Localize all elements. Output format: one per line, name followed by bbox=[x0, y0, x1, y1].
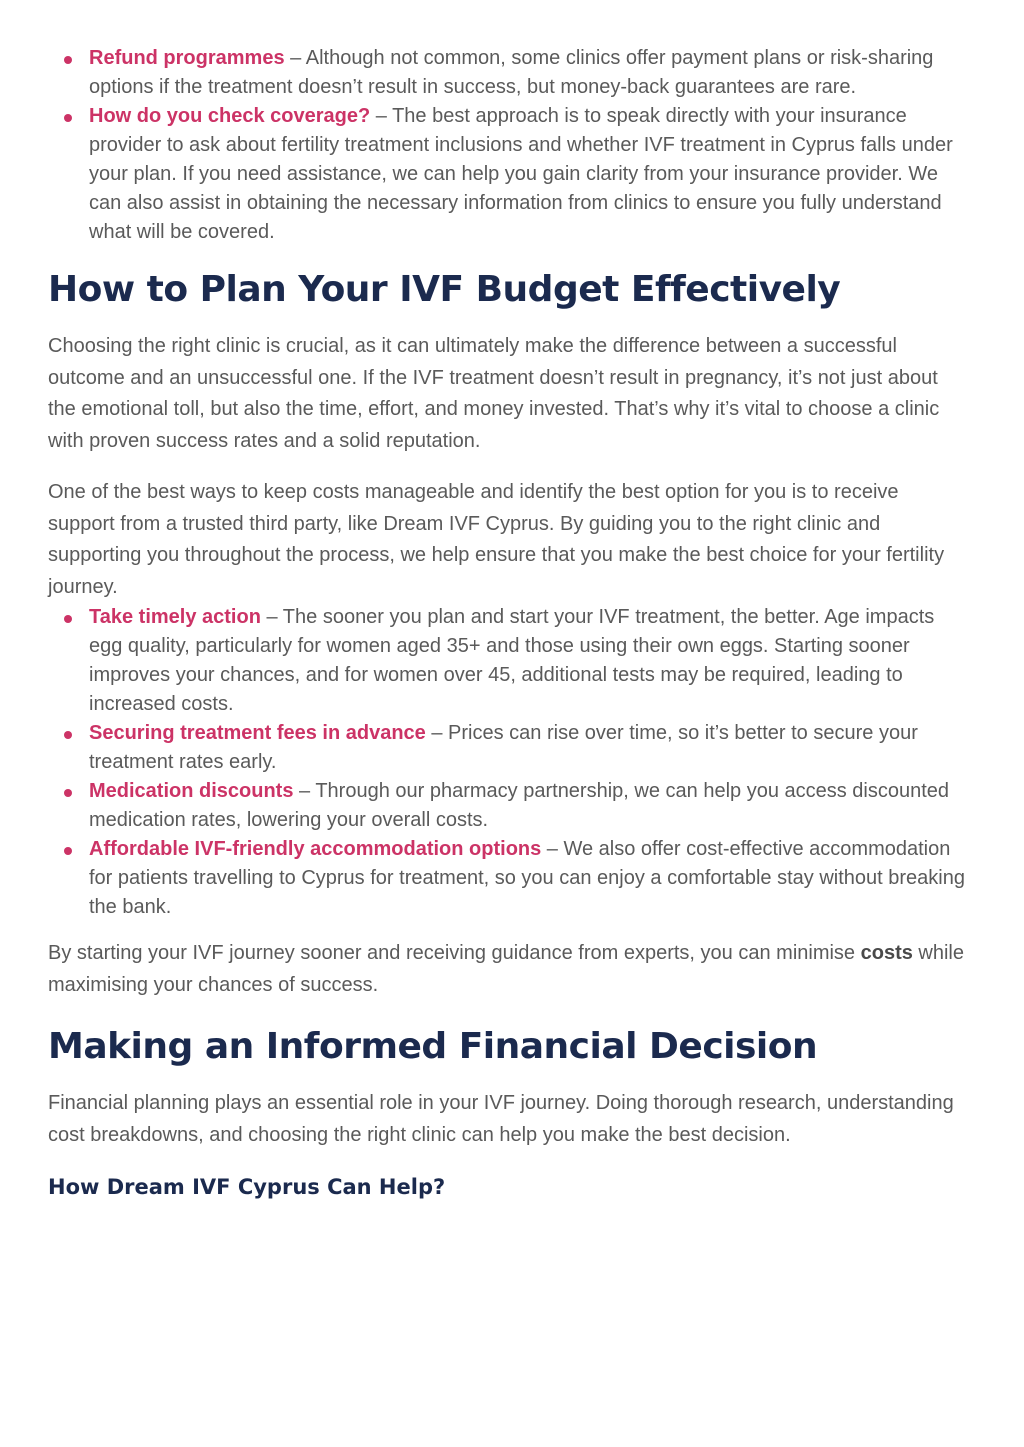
budget-tips-list bbox=[48, 603, 968, 922]
list-item-text: – Prices can rise over time, so it’s better to secure your treatment rates early. bbox=[89, 722, 918, 773]
list-item-lead: Affordable IVF-friendly accommodation options bbox=[89, 838, 542, 860]
budget-summary-paragraph bbox=[48, 938, 968, 1001]
list-item-text: – The best approach is to speak directly with your insurance provider to ask about fertility treatment inclusions and whether IVF treatment in Cyprus falls under your plan. If you need assistance, we can help you gain clarity from your insurance provider. We can also assist in obtaining the necessary information from clinics to ensure you fully understand what will be covered. bbox=[89, 105, 953, 243]
help-subheading: How Dream IVF Cyprus Can Help? bbox=[48, 1175, 446, 1199]
list-item bbox=[89, 44, 968, 102]
decision-paragraph: Financial planning plays an essential role in your IVF journey. Doing thorough research, understanding cost breakdowns, and choosing the right clinic can help you make the best decision. bbox=[48, 1092, 954, 1146]
list-item bbox=[89, 719, 968, 777]
article-page bbox=[48, 44, 968, 1201]
list-item bbox=[89, 603, 968, 719]
list-item bbox=[89, 777, 968, 835]
list-item-text: – We also offer cost-effective accommodation for patients travelling to Cyprus for treatment, so you can enjoy a comfortable stay without breaking the bank. bbox=[89, 838, 965, 918]
coverage-list bbox=[48, 44, 968, 247]
list-item bbox=[89, 102, 968, 247]
list-item-lead: Medication discounts bbox=[89, 780, 294, 802]
decision-heading: Making an Informed Financial Decision bbox=[48, 1026, 818, 1067]
list-item-lead: How do you check coverage? bbox=[89, 105, 371, 127]
list-item-text: – The sooner you plan and start your IVF treatment, the better. Age impacts egg quality, particularly for women aged 35+ and those using their own eggs. Starting sooner improves your chances, and for women over 45, additional tests may be required, leading to increased costs. bbox=[89, 606, 935, 715]
list-item-text: – Through our pharmacy partnership, we can help you access discounted medication rates, lowering your overall costs. bbox=[89, 780, 950, 831]
list-item-lead: Take timely action bbox=[89, 606, 261, 628]
budget-heading: How to Plan Your IVF Budget Effectively bbox=[48, 269, 841, 310]
list-item-lead: Refund programmes bbox=[89, 47, 285, 69]
list-item-text: – Although not common, some clinics offer payment plans or risk-sharing options if the treatment doesn’t result in success, but money-back guarantees are rare. bbox=[89, 47, 934, 98]
summary-text-start: By starting your IVF journey sooner and receiving guidance from experts, you can minimise bbox=[48, 942, 861, 964]
list-item bbox=[89, 835, 968, 922]
summary-text-end: while maximising your chances of success. bbox=[48, 942, 964, 996]
budget-paragraph: Choosing the right clinic is crucial, as it can ultimately make the difference between a successful outcome and an unsuccessful one. If the IVF treatment doesn’t result in pregnancy, it’s not just about the emotional toll, but also the time, effort, and money invested. That’s why it’s vital to choose a clinic with proven success rates and a solid reputation. bbox=[48, 335, 940, 452]
summary-bold-text: costs bbox=[860, 942, 913, 964]
budget-paragraph: One of the best ways to keep costs manageable and identify the best option for you is to receive support from a trusted third party, like Dream IVF Cyprus. By guiding you to the right clinic and supporting you throughout the process, we help ensure that you make the best choice for your fertility journey. bbox=[48, 481, 945, 598]
list-item-lead: Securing treatment fees in advance bbox=[89, 722, 426, 744]
